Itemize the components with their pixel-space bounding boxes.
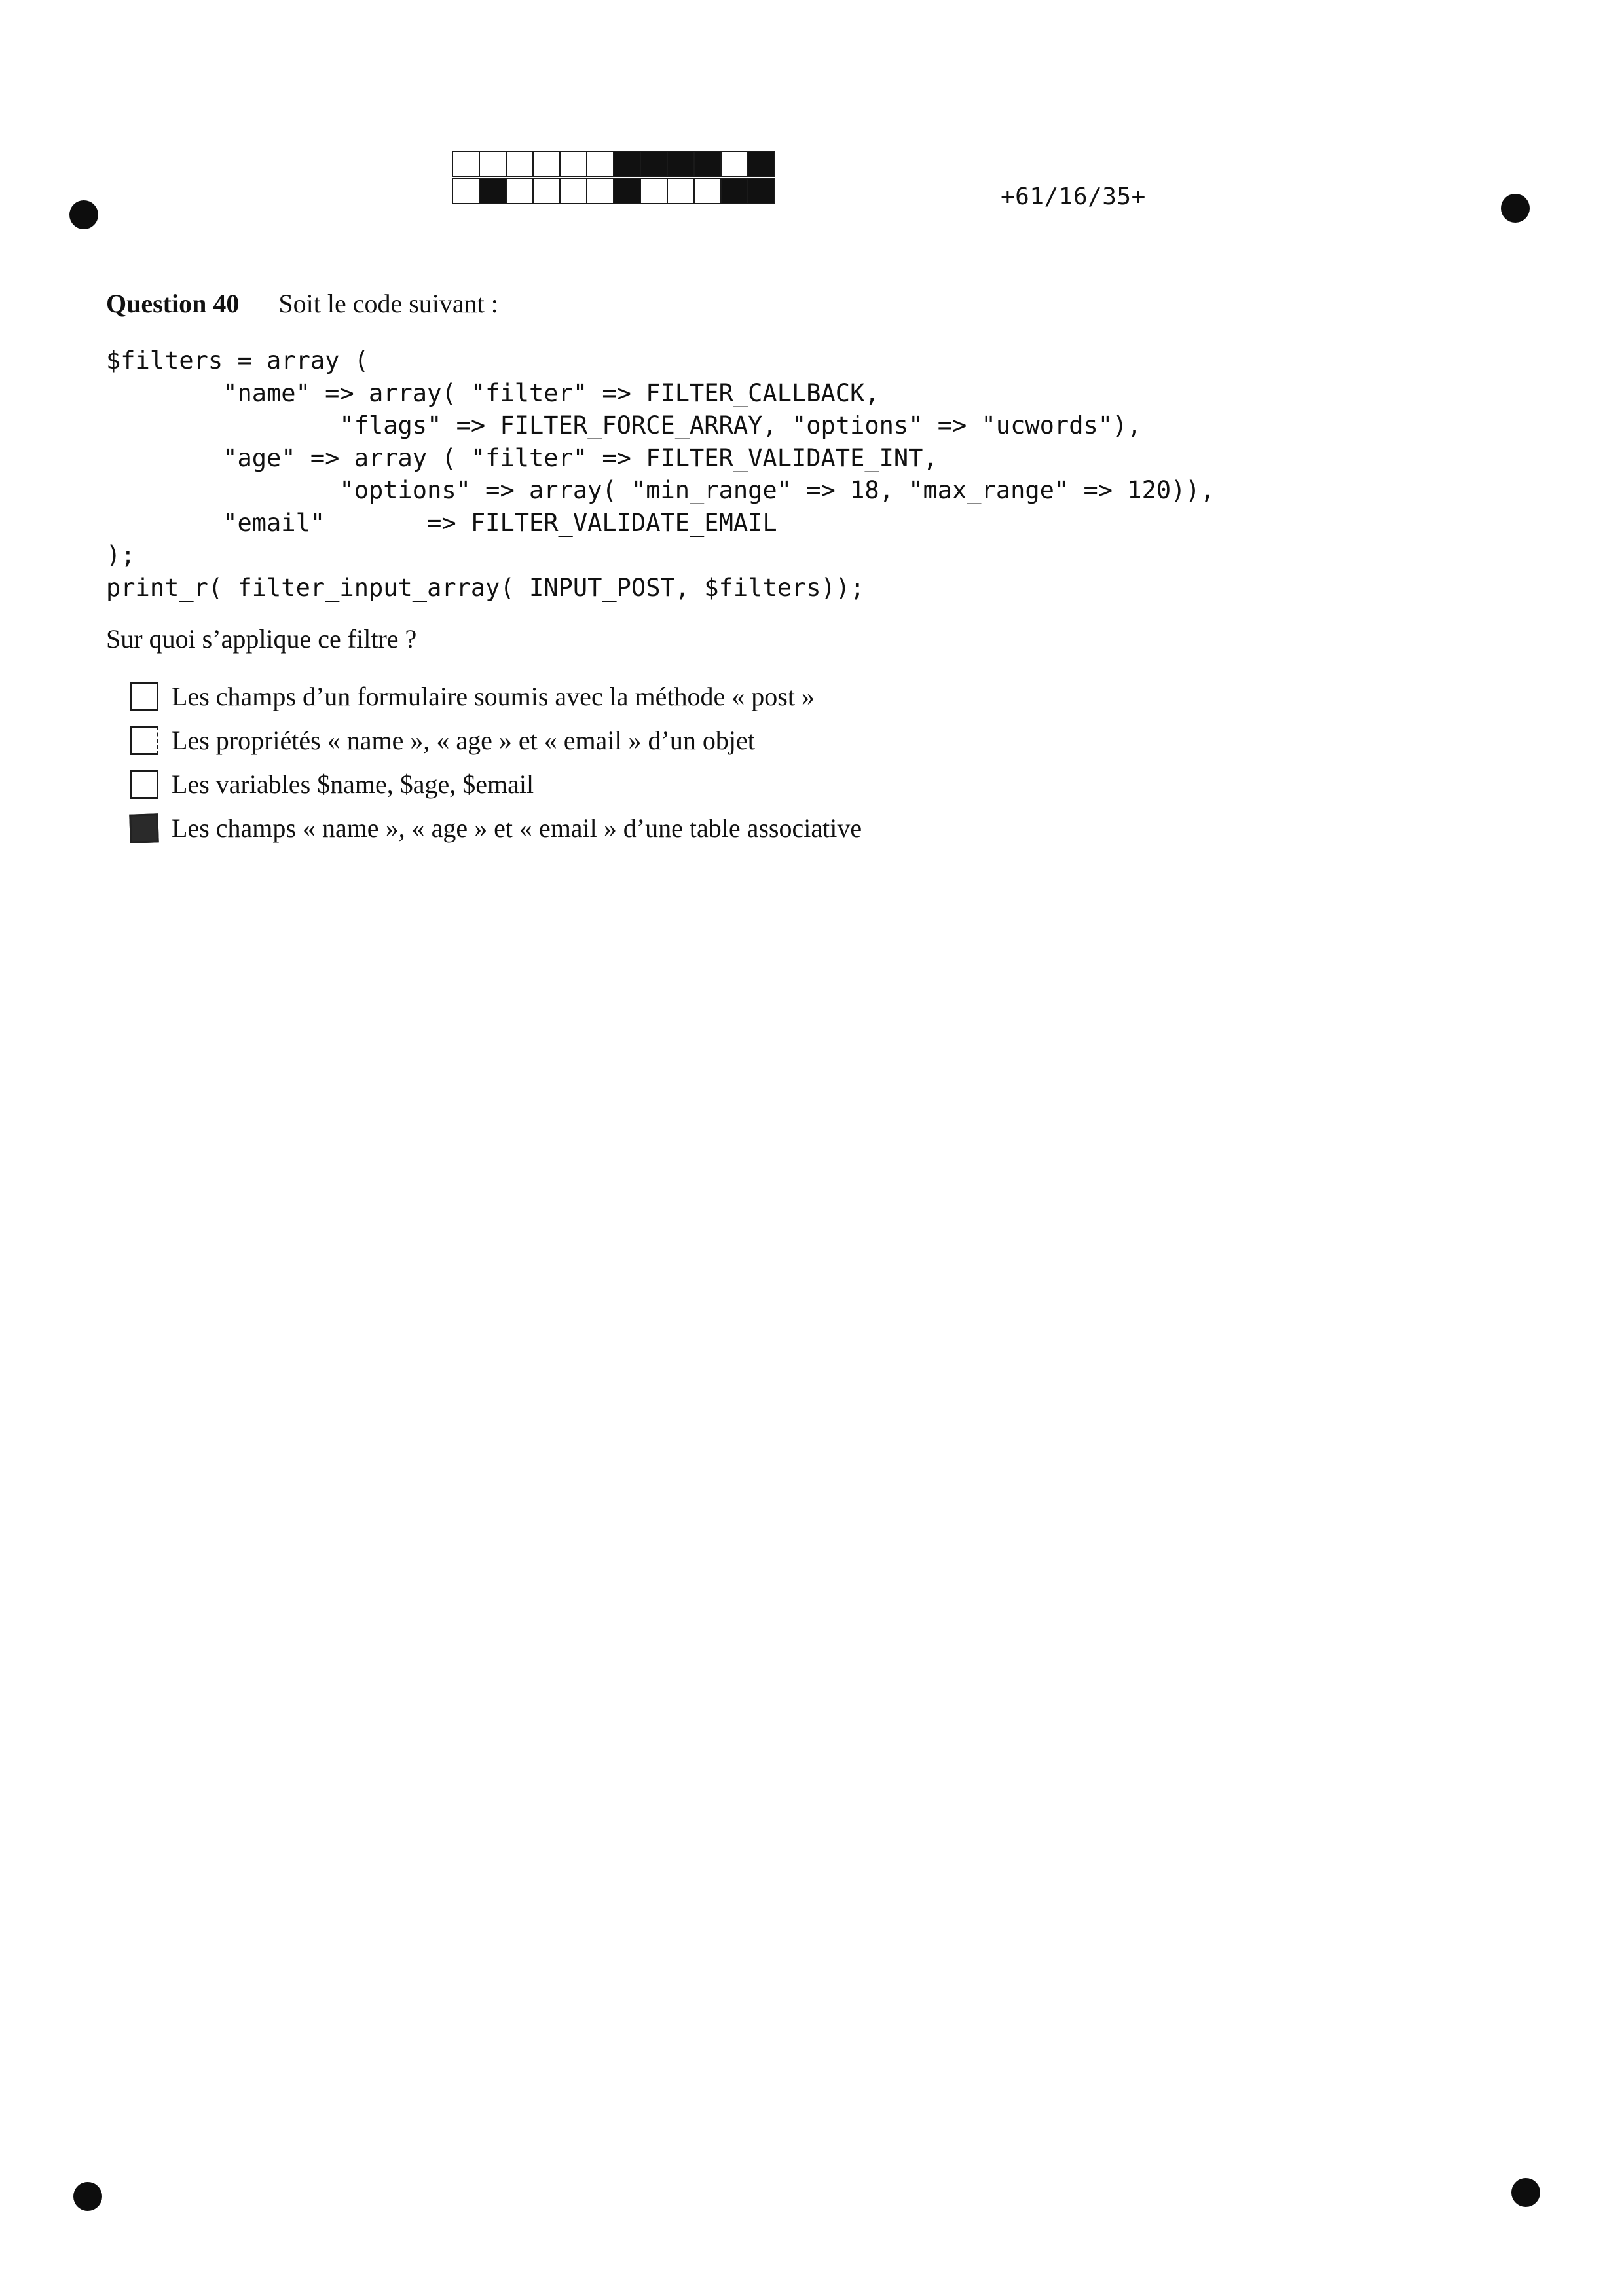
barcode-row [452, 178, 774, 204]
question-prompt: Sur quoi s’applique ce filtre ? [106, 624, 417, 654]
answer-text: Les propriétés « name », « age » et « email » d’un objet [172, 726, 755, 755]
barcode-cell [693, 178, 722, 204]
barcode-cell [532, 178, 561, 204]
barcode-cell [720, 151, 748, 177]
barcode-cell [747, 151, 775, 177]
barcode-row [452, 151, 774, 177]
registration-mark-bottom-right [1511, 2178, 1540, 2207]
code-block: $filters = array ( "name" => array( "filter" => FILTER_CALLBACK, "flags" => FILTER_FORCE_ARRAY, "options" => "ucwords"), "age" => array ( "filter" => FILTER_VALIDATE_INT, "options" => array( "min_range" => 18, "max_range" => 120)), "email" => FILTER_VALIDATE_EMAIL ); print_r( filter_input_array( INPUT_POST, $filters)); [106, 346, 1215, 602]
barcode-cell [613, 151, 641, 177]
barcode-cell [747, 178, 775, 204]
barcode-cell [506, 151, 534, 177]
answer-text: Les variables $name, $age, $email [172, 769, 534, 799]
barcode-cell [452, 178, 480, 204]
registration-mark-top-right [1501, 194, 1530, 223]
barcode-cell [559, 151, 587, 177]
barcode-cell [479, 178, 507, 204]
barcode-cell [506, 178, 534, 204]
answer-option[interactable] [130, 806, 862, 850]
question-intro: Soit le code suivant : [278, 289, 498, 318]
barcode-cell [720, 178, 748, 204]
answer-option[interactable] [130, 675, 862, 718]
answer-option[interactable] [130, 762, 862, 806]
answer-checkbox-checked[interactable] [129, 813, 159, 843]
registration-mark-top-left [69, 200, 98, 229]
question-header [106, 288, 498, 319]
answer-checkbox[interactable] [130, 726, 158, 755]
barcode-cell [613, 178, 641, 204]
registration-mark-bottom-left [73, 2182, 102, 2211]
answer-text: Les champs « name », « age » et « email » d’une table associative [172, 813, 862, 843]
barcode-cell [640, 178, 668, 204]
barcode-cell [667, 151, 695, 177]
page-id: +61/16/35+ [1001, 183, 1146, 210]
answer-option[interactable] [130, 718, 862, 762]
barcode-cell [640, 151, 668, 177]
question-label: Question 40 [106, 289, 240, 318]
barcode-cell [452, 151, 480, 177]
barcode-cell [586, 178, 614, 204]
barcode-cell [586, 151, 614, 177]
barcode-cell [667, 178, 695, 204]
page-barcode [452, 151, 774, 206]
answer-list [130, 675, 862, 850]
barcode-cell [532, 151, 561, 177]
barcode-cell [479, 151, 507, 177]
answer-checkbox[interactable] [130, 682, 158, 711]
answer-text: Les champs d’un formulaire soumis avec la méthode « post » [172, 682, 815, 711]
answer-checkbox[interactable] [130, 770, 158, 799]
barcode-cell [693, 151, 722, 177]
barcode-cell [559, 178, 587, 204]
